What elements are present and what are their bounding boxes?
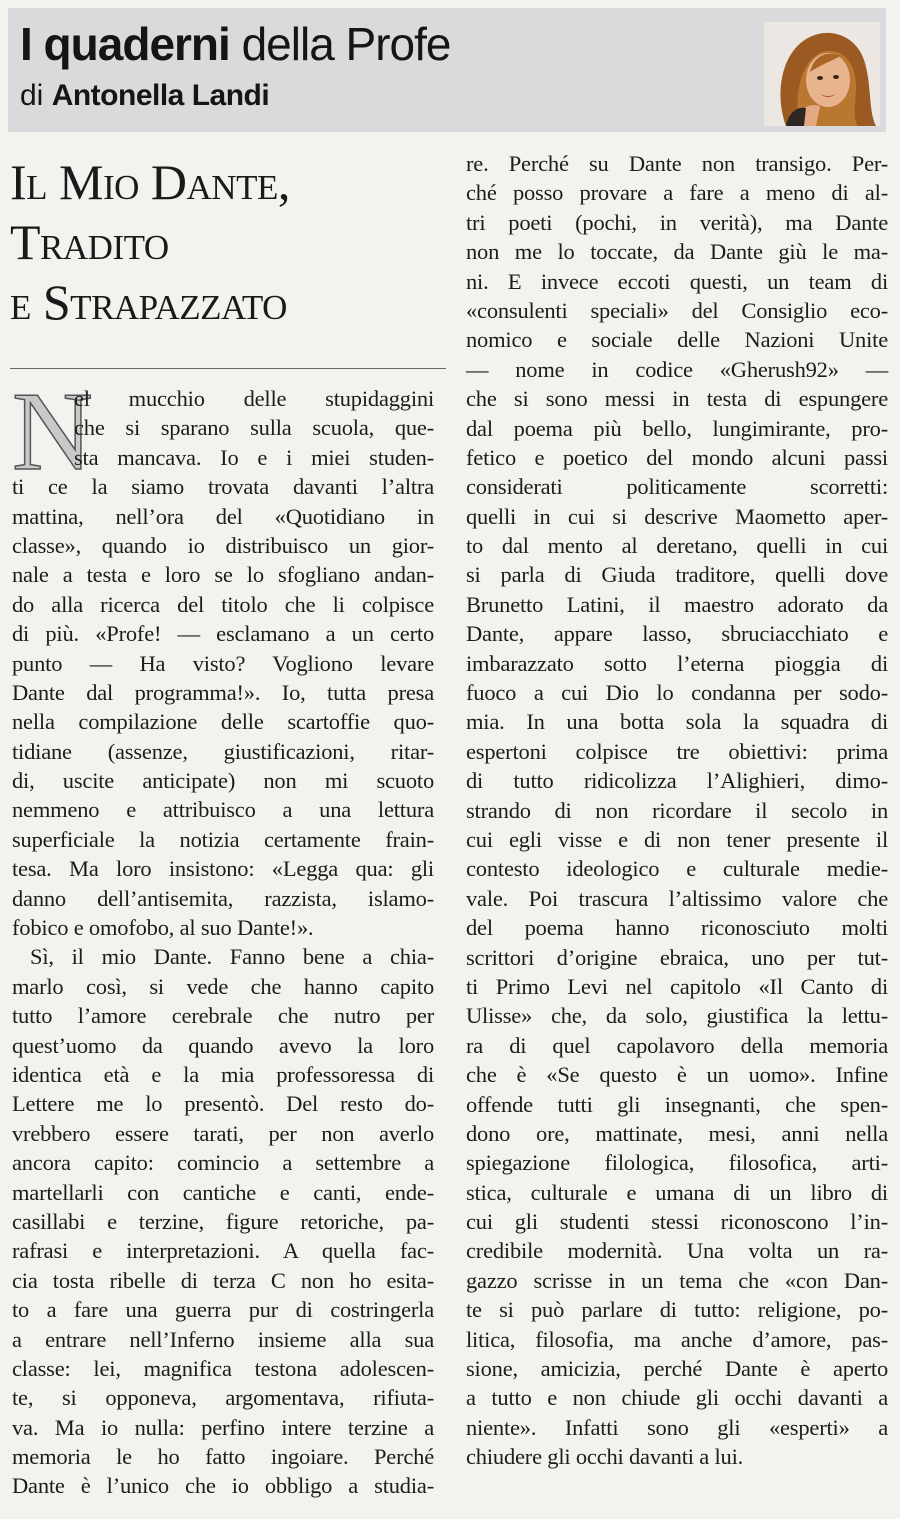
article-line: Dante dal programma!». Io, tutta presa <box>12 679 434 705</box>
article-line: punto — Ha visto? Vogliono levare <box>12 650 434 676</box>
article-line: dono ore, mattinate, mesi, anni nella <box>466 1120 888 1146</box>
author-portrait <box>764 22 880 126</box>
article-line: tidiane (assenze, giustificazioni, ritar- <box>12 738 434 764</box>
article-line: mattina, nell’ora del «Quotidiano in <box>12 503 434 529</box>
article-line: di più. «Profe! — esclamano a un certo <box>12 621 434 647</box>
article-line: ni. E invece eccoti questi, un team di <box>466 268 888 294</box>
article-line: marlo così, si vede che hanno capito <box>12 973 434 999</box>
article-line: re. Perché su Dante non transigo. Per- <box>466 151 888 176</box>
article-headline <box>10 152 290 332</box>
article-line: identica età e la mia professoressa di <box>12 1061 434 1087</box>
article-line: considerati politicamente scorretti: <box>466 474 888 500</box>
article-line: spiegazione filologica, filosofica, arti- <box>466 1150 888 1176</box>
article-line: credibile modernità. Una volta un ra- <box>466 1238 888 1264</box>
article-line: imbarazzato sotto l’eterna pioggia di <box>466 650 888 676</box>
article-line: ché posso provare a fare a meno di al- <box>466 180 888 206</box>
article-line: Sì, il mio Dante. Fanno bene a chia- <box>30 944 434 970</box>
article-line: espertoni colpisce tre obiettivi: prima <box>466 738 888 764</box>
article-line: Dante è l’unico che io obbligo a studia- <box>12 1473 434 1499</box>
column-title-rest: della Profe <box>229 18 451 70</box>
article-line: to dal mento al deretano, quelli in cui <box>466 533 888 559</box>
headline-line-3: e Strapazzato <box>10 274 287 330</box>
article-line: strando di non ricordare il secolo in <box>466 797 888 823</box>
article-line: ti Primo Levi nel capitolo «Il Canto di <box>466 973 888 999</box>
author-portrait-image <box>764 22 880 126</box>
byline <box>20 76 269 116</box>
column-title <box>20 14 451 74</box>
article-line: nale a testa e loro se lo sfogliano andan- <box>12 562 434 588</box>
article-line: di, uscite anticipate) non mi scuoto <box>12 768 434 794</box>
article-line: el mucchio delle stupidaggini <box>74 386 434 411</box>
article-line: Lettere me lo presentò. Del resto do- <box>12 1091 434 1117</box>
article-line: di tutto ridicolizza l’Alighieri, dimo- <box>466 768 888 794</box>
article-line: danno dell’antisemita, razzista, islamo- <box>12 885 434 911</box>
article-line: sione, amicizia, perché Dante è aperto <box>466 1356 888 1382</box>
article-line: cia tosta ribelle di terza C non ho esita- <box>12 1267 434 1293</box>
article-line: non me lo toccate, da Dante giù le ma- <box>466 239 888 265</box>
column-header <box>8 8 886 132</box>
article-line: to a fare una guerra pur di costringerla <box>12 1297 434 1323</box>
article-line: Dante, appare lasso, sbruciacchiato e <box>466 621 888 647</box>
article-line: offende tutti gli insegnanti, che spen- <box>466 1091 888 1117</box>
article-line: superficiale la notizia certamente frain- <box>12 826 434 852</box>
article-line: va. Ma io nulla: perfino intere terzine a <box>12 1414 434 1440</box>
article-line: mia. In una botta sola la squadra di <box>466 709 888 735</box>
article-line: te si può parlare di tutto: religione, po- <box>466 1297 888 1323</box>
article-line: a entrare nell’Inferno insieme alla sua <box>12 1326 434 1352</box>
article-line: rafrasi e interpretazioni. A quella fac- <box>12 1238 434 1264</box>
article-line: quelli in cui si descrive Maometto aper- <box>466 503 888 529</box>
article-line: del poema hanno riconosciuto molti <box>466 915 888 941</box>
article-line: fobico e omofobo, al suo Dante!». <box>12 915 314 941</box>
article-line: contesto ideologico e culturale medie- <box>466 856 888 882</box>
headline-line-1: Il Mio Dante, <box>10 154 290 210</box>
article-line: a tutto e non chiude gli occhi davanti a <box>466 1385 888 1411</box>
article-line: classe: lei, magnifica testona adolescen- <box>12 1355 434 1381</box>
article-line: ra di quel capolavoro della memoria <box>466 1032 888 1058</box>
article-column-left <box>12 370 434 1501</box>
article-line: si parla di Giuda traditore, quelli dove <box>466 562 888 588</box>
article-line: litica, filosofia, ma anche d’amore, pas- <box>466 1326 888 1352</box>
article-line: ti ce la siamo trovata davanti l’altra <box>12 474 434 500</box>
byline-prefix: di <box>20 79 52 112</box>
article-line: classe», quando io distribuisco un gior- <box>12 532 434 558</box>
article-line: scrittori d’origine ebraica, uno per tut- <box>466 944 888 970</box>
article-line: che è «Se questo è un uomo». Infine <box>466 1062 888 1088</box>
article-line: nella compilazione delle scartoffie quo- <box>12 709 434 735</box>
headline-divider <box>10 368 446 369</box>
article-line: tesa. Ma loro insistono: «Legga qua: gli <box>12 856 434 882</box>
article-line: che si sparano sulla scuola, que- <box>74 415 434 441</box>
article-line: — nome in codice «Gherush92» — <box>466 356 888 382</box>
article-line: cui gli studenti stessi riconoscono l’in- <box>466 1209 888 1235</box>
drop-cap: N <box>12 370 93 494</box>
article-column-right <box>466 149 888 1472</box>
article-line: chiudere gli occhi davanti a lui. <box>466 1444 744 1470</box>
article-line: «consulenti speciali» del Consiglio eco- <box>466 297 888 323</box>
article-line: Brunetto Latini, il maestro adorato da <box>466 591 888 617</box>
article-line: sta mancava. Io e i miei studen- <box>74 444 434 470</box>
article-line: fetico e poetico del mondo alcuni passi <box>466 444 888 470</box>
byline-author: Antonella Landi <box>51 79 270 112</box>
article-line: vale. Poi trascura l’altissimo valore che <box>466 885 888 911</box>
article-line: che si sono messi in testa di espungere <box>466 386 888 412</box>
article-line: nemmeno e attribuisco a una lettura <box>12 797 434 823</box>
article-line: dal poema più bello, lungimirante, pro- <box>466 415 888 441</box>
headline-line-2: Tradito <box>10 214 169 270</box>
column-title-bold: I quaderni <box>20 18 230 70</box>
article-line: gazzo scrisse in un tema che «con Dan- <box>466 1267 888 1293</box>
article-line: do alla ricerca del titolo che li colpisce <box>12 591 434 617</box>
article-line: vrebbero essere tarati, per non averlo <box>12 1120 434 1146</box>
article-line: ancora capito: comincio a settembre a <box>12 1150 434 1176</box>
article-line: casillabi e terzine, figure retoriche, pa- <box>12 1208 434 1234</box>
article-line: niente». Infatti sono gli «esperti» a <box>466 1414 888 1440</box>
article-line: martellarli con cantiche e canti, ende- <box>12 1179 434 1205</box>
article-line: stica, culturale e umana di un libro di <box>466 1179 888 1205</box>
article-line: tri poeti (pochi, in verità), ma Dante <box>466 209 888 235</box>
article-line: nomico e sociale delle Nazioni Unite <box>466 327 888 353</box>
article-line: tutto l’amore cerebrale che nutro per <box>12 1003 434 1029</box>
article-line: quest’uomo da quando avevo la loro <box>12 1032 434 1058</box>
article-line: te, si opponeva, argomentava, rifiuta- <box>12 1385 434 1411</box>
article-line: Ulisse» che, da solo, giustifica la lettu- <box>466 1003 888 1029</box>
article-line: memoria le ho fatto ingoiare. Perché <box>12 1444 434 1470</box>
article-line: cui egli visse e di non tener presente il <box>466 826 888 852</box>
article-line: fuoco a cui Dio lo condanna per sodo- <box>466 680 888 706</box>
